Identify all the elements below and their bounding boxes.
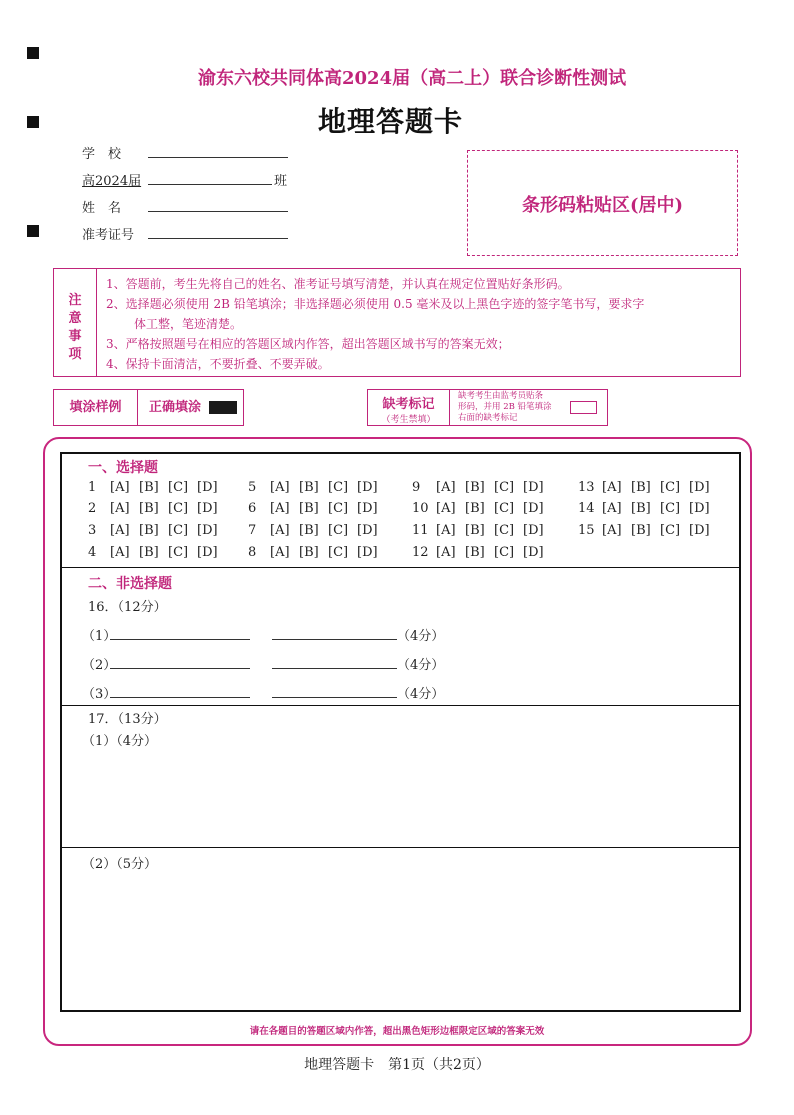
- notice-item: 4、保持卡面清洁，不要折叠、不要弄破。: [106, 357, 330, 371]
- q17-part1-answer-area[interactable]: [62, 748, 739, 846]
- choice-bubble[interactable]: [A]: [436, 480, 456, 495]
- choice-bubble[interactable]: [A]: [270, 523, 290, 538]
- question-number: 11: [412, 523, 429, 538]
- choice-bubble[interactable]: [A]: [436, 523, 456, 538]
- choice-question: [578, 523, 718, 538]
- card-title: 地理答题卡: [318, 105, 464, 138]
- absent-mark-checkbox[interactable]: [570, 401, 597, 414]
- notice-body: [106, 274, 730, 374]
- choice-bubble[interactable]: [B]: [465, 523, 485, 538]
- choice-bubble[interactable]: [A]: [110, 501, 130, 516]
- choice-bubble[interactable]: [D]: [357, 523, 378, 538]
- section2-title: 二、非选择题: [88, 576, 172, 592]
- choice-bubble[interactable]: [C]: [328, 523, 349, 538]
- barcode-area: [467, 150, 738, 256]
- choice-bubble[interactable]: [C]: [660, 480, 681, 495]
- choice-bubble[interactable]: [D]: [689, 523, 710, 538]
- class-field[interactable]: [148, 184, 272, 185]
- q17-part2-answer-area[interactable]: [62, 872, 739, 1008]
- q17-title: 17．（13分）: [88, 712, 167, 727]
- choice-bubble[interactable]: [D]: [689, 480, 710, 495]
- choice-bubble[interactable]: [A]: [270, 545, 290, 560]
- choice-bubble[interactable]: [B]: [631, 480, 651, 495]
- choice-bubble[interactable]: [A]: [602, 523, 622, 538]
- absent-mark-heading: [368, 390, 450, 425]
- question-number: 8: [248, 545, 257, 560]
- exam-id-label: 准考证号: [82, 228, 135, 243]
- choice-bubble[interactable]: [C]: [168, 480, 189, 495]
- question-number: 15: [578, 523, 595, 538]
- q16-part1-label: （1）: [82, 629, 117, 644]
- class-suffix: 班: [274, 174, 288, 189]
- fill-sample-label: 填涂样例: [54, 390, 138, 425]
- choice-bubble[interactable]: [C]: [328, 480, 349, 495]
- choice-bubble[interactable]: [A]: [270, 480, 290, 495]
- choice-bubble[interactable]: [B]: [465, 545, 485, 560]
- exam-id-field[interactable]: [148, 238, 288, 239]
- choice-bubble[interactable]: [A]: [436, 545, 456, 560]
- q16-part2-blank2[interactable]: [272, 668, 397, 669]
- absent-desc-line: 形码，并用 2B 铅笔填涂: [458, 402, 552, 412]
- absent-mark-box: [367, 389, 608, 426]
- choice-bubble[interactable]: [D]: [357, 480, 378, 495]
- choice-bubble[interactable]: [B]: [139, 545, 159, 560]
- choice-bubble[interactable]: [D]: [357, 545, 378, 560]
- exam-subtitle: 渝东六校共同体高2024届（高二上）联合诊断性测试: [198, 68, 627, 89]
- q16-part3-blank2[interactable]: [272, 697, 397, 698]
- choice-bubble[interactable]: [C]: [328, 545, 349, 560]
- name-row: [82, 197, 146, 216]
- choice-bubble[interactable]: [A]: [110, 545, 130, 560]
- notice-head-char: 注: [68, 293, 82, 308]
- choice-bubble[interactable]: [D]: [197, 523, 218, 538]
- choice-bubble[interactable]: [B]: [631, 501, 651, 516]
- choice-bubble[interactable]: [D]: [689, 501, 710, 516]
- choice-bubble[interactable]: [A]: [270, 501, 290, 516]
- choice-bubble[interactable]: [B]: [465, 501, 485, 516]
- choice-bubble[interactable]: [D]: [357, 501, 378, 516]
- grade-row: [82, 170, 146, 189]
- choice-bubble[interactable]: [C]: [168, 501, 189, 516]
- notice-item: 体工整，笔迹清楚。: [134, 317, 243, 331]
- question-number: 1: [88, 480, 97, 495]
- q17-part1-label: （1）（4分）: [82, 734, 158, 749]
- question-number: 2: [88, 501, 97, 516]
- choice-bubble[interactable]: [B]: [299, 523, 319, 538]
- choice-bubble[interactable]: [C]: [168, 523, 189, 538]
- q16-part2-label: （2）: [82, 658, 117, 673]
- choice-bubble[interactable]: [C]: [494, 523, 515, 538]
- question-number: 9: [412, 480, 421, 495]
- q17-part2-label: （2）（5分）: [82, 857, 158, 872]
- choice-question: [248, 545, 386, 560]
- question-number: 6: [248, 501, 257, 516]
- alignment-marker-1: [27, 47, 39, 59]
- choice-bubble[interactable]: [B]: [299, 545, 319, 560]
- notice-box: [53, 268, 741, 377]
- absent-mark-desc: [458, 391, 552, 424]
- question-number: 12: [412, 545, 429, 560]
- choice-bubble[interactable]: [D]: [523, 523, 544, 538]
- choice-bubble[interactable]: [A]: [110, 480, 130, 495]
- q16-part1-blank1[interactable]: [110, 639, 250, 640]
- alignment-marker-3: [27, 225, 39, 237]
- choice-bubble[interactable]: [B]: [465, 480, 485, 495]
- choice-bubble[interactable]: [B]: [139, 523, 159, 538]
- question-number: 4: [88, 545, 97, 560]
- choice-bubble[interactable]: [B]: [631, 523, 651, 538]
- q16-part2-blank1[interactable]: [110, 668, 250, 669]
- choice-bubble[interactable]: [B]: [139, 501, 159, 516]
- question-number: 3: [88, 523, 97, 538]
- choice-bubble[interactable]: [C]: [660, 501, 681, 516]
- absent-desc-line: 缺考考生由监考员贴条: [458, 391, 544, 401]
- notice-heading: [54, 269, 97, 376]
- fill-sample-box: [53, 389, 244, 426]
- choice-bubble[interactable]: [D]: [523, 545, 544, 560]
- choice-question: [88, 523, 226, 538]
- question-number: 10: [412, 501, 429, 516]
- choice-bubble[interactable]: [C]: [494, 545, 515, 560]
- choice-question: [248, 480, 386, 495]
- choice-question: [578, 480, 718, 495]
- choice-bubble[interactable]: [A]: [436, 501, 456, 516]
- choice-bubble[interactable]: [D]: [523, 480, 544, 495]
- choice-question: [412, 480, 552, 495]
- correct-fill-label: 正确填涂: [149, 400, 202, 415]
- answer-area-warning: 请在各题目的答题区域内作答，超出黑色矩形边框限定区域的答案无效: [249, 1026, 545, 1037]
- choice-bubble[interactable]: [C]: [494, 501, 515, 516]
- school-label: 学 校: [82, 147, 122, 162]
- exam-id-row: [82, 224, 146, 243]
- choice-bubble[interactable]: [B]: [139, 480, 159, 495]
- question-number: 14: [578, 501, 595, 516]
- choice-question: [88, 501, 226, 516]
- notice-head-char: 事: [68, 329, 82, 344]
- page-footer: 地理答题卡 第1页（共2页）: [304, 1057, 490, 1073]
- grade-label: 高2024届: [82, 174, 142, 189]
- q16-title: 16．（12分）: [88, 600, 167, 615]
- notice-item: 3、严格按照题号在相应的答题区域内作答，超出答题区域书写的答案无效；: [106, 337, 510, 351]
- question-number: 5: [248, 480, 257, 495]
- choice-question: [412, 501, 552, 516]
- choice-bubble[interactable]: [A]: [602, 480, 622, 495]
- q17-part-divider: [61, 847, 740, 848]
- school-row: [82, 143, 146, 162]
- section-divider: [61, 567, 740, 568]
- absent-mark-sub: （考生禁填）: [381, 415, 436, 425]
- choice-bubble[interactable]: [D]: [197, 545, 218, 560]
- choice-bubble[interactable]: [A]: [602, 501, 622, 516]
- correct-fill-example: [209, 401, 237, 414]
- section1-title: 一、选择题: [88, 460, 158, 476]
- choice-question: [88, 480, 226, 495]
- choice-bubble[interactable]: [D]: [197, 480, 218, 495]
- choice-question: [578, 501, 718, 516]
- notice-head-char: 意: [68, 311, 82, 326]
- q16-divider: [61, 705, 740, 706]
- choice-bubble[interactable]: [D]: [523, 501, 544, 516]
- choice-question: [248, 523, 386, 538]
- choice-question: [248, 501, 386, 516]
- q16-part3-label: （3）: [82, 687, 117, 702]
- choice-bubble[interactable]: [D]: [197, 501, 218, 516]
- question-number: 13: [578, 480, 595, 495]
- choice-bubble[interactable]: [A]: [110, 523, 130, 538]
- name-label: 姓 名: [82, 201, 122, 216]
- q16-part3-blank1[interactable]: [110, 697, 250, 698]
- choice-bubble[interactable]: [C]: [494, 480, 515, 495]
- absent-mark-label: 缺考标记: [382, 397, 435, 412]
- choice-bubble[interactable]: [B]: [299, 501, 319, 516]
- q16-part3-score: （4分）: [397, 687, 445, 702]
- barcode-area-label: 条形码粘贴区(居中): [521, 195, 684, 216]
- choice-question: [412, 545, 552, 560]
- notice-item: 2、选择题必须使用 2B 铅笔填涂；非选择题必须使用 0.5 毫米及以上黑色字迹的签字笔书写，要求字: [106, 297, 645, 311]
- name-field[interactable]: [148, 211, 288, 212]
- choice-question: [412, 523, 552, 538]
- notice-item: 1、答题前，考生先将自己的姓名、准考证号填写清楚，并认真在规定位置贴好条形码。: [106, 277, 570, 291]
- q16-part1-blank2[interactable]: [272, 639, 397, 640]
- choice-bubble[interactable]: [C]: [660, 523, 681, 538]
- q16-part1-score: （4分）: [397, 629, 445, 644]
- choice-bubble[interactable]: [B]: [299, 480, 319, 495]
- q16-part2-score: （4分）: [397, 658, 445, 673]
- choice-question: [88, 545, 226, 560]
- school-field[interactable]: [148, 157, 288, 158]
- question-number: 7: [248, 523, 257, 538]
- choice-bubble[interactable]: [C]: [168, 545, 189, 560]
- alignment-marker-2: [27, 116, 39, 128]
- choice-bubble[interactable]: [C]: [328, 501, 349, 516]
- absent-desc-line: 右面的缺考标记: [458, 413, 518, 423]
- notice-head-char: 项: [68, 347, 82, 362]
